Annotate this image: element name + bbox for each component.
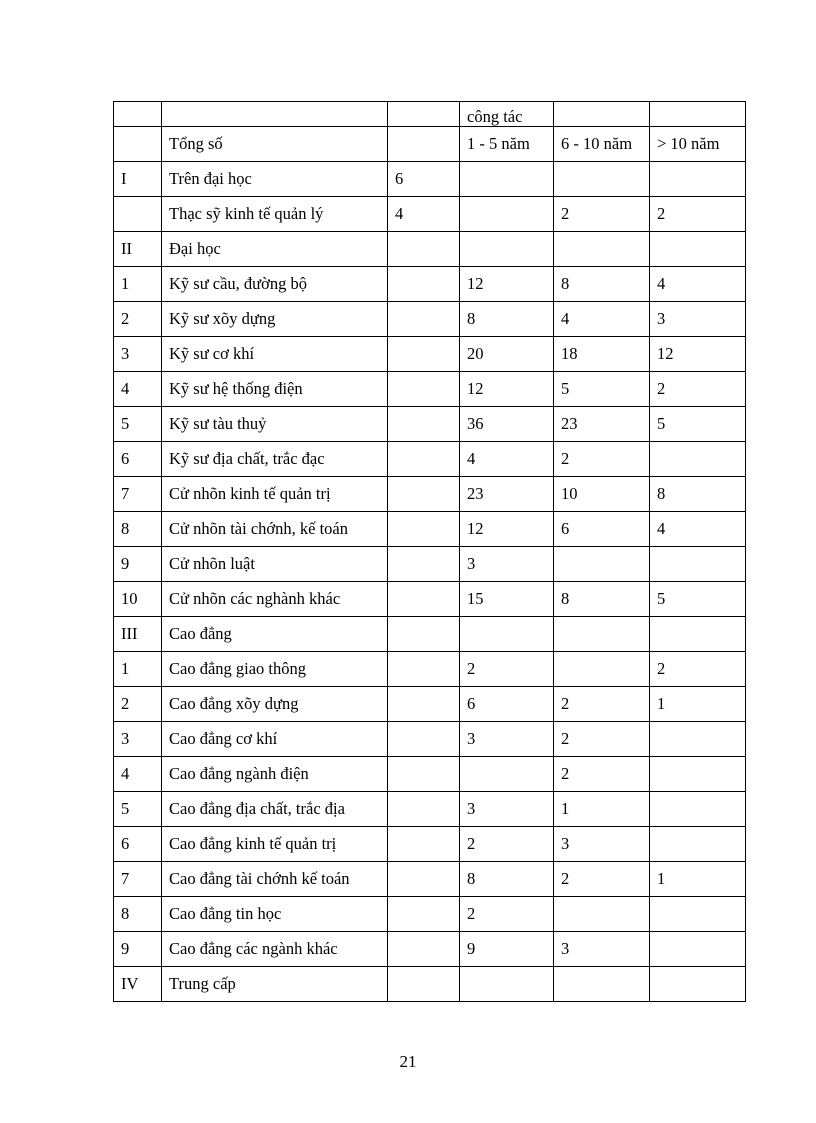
years-over-10-cell <box>650 932 746 967</box>
index-cell: 8 <box>114 512 162 547</box>
years-6-10-cell: 1 <box>554 792 650 827</box>
years-1-5-cell <box>460 197 554 232</box>
category-cell: Cử nhõn kinh tế quản trị <box>162 477 388 512</box>
index-cell: III <box>114 617 162 652</box>
years-over-10-cell <box>650 442 746 477</box>
category-cell: Cao đẳng kinh tế quản trị <box>162 827 388 862</box>
total-cell <box>388 512 460 547</box>
index-cell: 1 <box>114 267 162 302</box>
table-row <box>114 372 746 407</box>
years-over-10-cell <box>650 897 746 932</box>
table-row <box>114 827 746 862</box>
years-6-10-cell: 6 - 10 năm <box>554 127 650 162</box>
years-1-5-cell: 2 <box>460 827 554 862</box>
total-cell <box>388 102 460 127</box>
total-cell <box>388 337 460 372</box>
table-row <box>114 617 746 652</box>
total-cell <box>388 897 460 932</box>
years-1-5-cell: 8 <box>460 862 554 897</box>
index-cell: 6 <box>114 827 162 862</box>
total-cell <box>388 547 460 582</box>
years-over-10-cell: 4 <box>650 512 746 547</box>
category-cell: Cao đẳng ngành điện <box>162 757 388 792</box>
years-6-10-cell: 8 <box>554 582 650 617</box>
index-cell: 4 <box>114 372 162 407</box>
index-cell: II <box>114 232 162 267</box>
total-cell: 6 <box>388 162 460 197</box>
table-row <box>114 302 746 337</box>
years-1-5-cell: 3 <box>460 792 554 827</box>
category-cell: Thạc sỹ kinh tế quản lý <box>162 197 388 232</box>
years-6-10-cell: 2 <box>554 687 650 722</box>
total-cell <box>388 372 460 407</box>
years-1-5-cell: 12 <box>460 267 554 302</box>
total-cell <box>388 792 460 827</box>
years-1-5-cell <box>460 232 554 267</box>
table-row <box>114 792 746 827</box>
total-cell <box>388 127 460 162</box>
total-cell: 4 <box>388 197 460 232</box>
total-cell <box>388 862 460 897</box>
years-over-10-cell <box>650 232 746 267</box>
table-row <box>114 652 746 687</box>
table-header-row <box>114 127 746 162</box>
index-cell: 2 <box>114 687 162 722</box>
page-number: 21 <box>399 1052 417 1071</box>
years-1-5-cell <box>460 162 554 197</box>
category-cell: Trung cấp <box>162 967 388 1002</box>
years-6-10-cell <box>554 617 650 652</box>
years-over-10-cell: 2 <box>650 372 746 407</box>
years-6-10-cell: 3 <box>554 827 650 862</box>
years-1-5-cell <box>460 617 554 652</box>
years-1-5-cell: 4 <box>460 442 554 477</box>
total-cell <box>388 687 460 722</box>
years-1-5-cell: 3 <box>460 547 554 582</box>
table-row <box>114 232 746 267</box>
index-cell <box>114 102 162 127</box>
table-row <box>114 547 746 582</box>
index-cell: IV <box>114 967 162 1002</box>
years-6-10-cell <box>554 102 650 127</box>
table-row <box>114 162 746 197</box>
total-cell <box>388 652 460 687</box>
table-row <box>114 337 746 372</box>
years-1-5-cell: 15 <box>460 582 554 617</box>
index-cell: 4 <box>114 757 162 792</box>
years-6-10-cell <box>554 162 650 197</box>
total-cell <box>388 967 460 1002</box>
category-cell: Cao đẳng tài chớnh kế toán <box>162 862 388 897</box>
total-cell <box>388 232 460 267</box>
category-cell: Cử nhõn luật <box>162 547 388 582</box>
years-over-10-cell: 3 <box>650 302 746 337</box>
category-cell: Kỹ sư cầu, đường bộ <box>162 267 388 302</box>
index-cell <box>114 127 162 162</box>
table-row <box>114 512 746 547</box>
table-top-row <box>114 102 746 127</box>
table-row <box>114 687 746 722</box>
years-over-10-cell <box>650 827 746 862</box>
category-cell: Trên đại học <box>162 162 388 197</box>
table-row <box>114 442 746 477</box>
years-over-10-cell <box>650 722 746 757</box>
table-row <box>114 477 746 512</box>
table-row <box>114 932 746 967</box>
years-over-10-cell: > 10 năm <box>650 127 746 162</box>
years-over-10-cell: 2 <box>650 197 746 232</box>
table-row <box>114 582 746 617</box>
table-row <box>114 197 746 232</box>
years-over-10-cell: 12 <box>650 337 746 372</box>
total-cell <box>388 302 460 337</box>
total-cell <box>388 582 460 617</box>
years-6-10-cell: 4 <box>554 302 650 337</box>
years-6-10-cell: 2 <box>554 722 650 757</box>
total-cell <box>388 477 460 512</box>
total-cell <box>388 932 460 967</box>
total-cell <box>388 442 460 477</box>
years-6-10-cell <box>554 652 650 687</box>
years-6-10-cell: 5 <box>554 372 650 407</box>
years-6-10-cell: 2 <box>554 442 650 477</box>
table-row <box>114 967 746 1002</box>
years-6-10-cell: 23 <box>554 407 650 442</box>
table-row <box>114 757 746 792</box>
index-cell: 3 <box>114 722 162 757</box>
category-cell: Kỹ sư hệ thống điện <box>162 372 388 407</box>
years-6-10-cell <box>554 547 650 582</box>
staff-qualification-table <box>113 101 746 1002</box>
years-1-5-cell: 2 <box>460 652 554 687</box>
index-cell: 3 <box>114 337 162 372</box>
years-1-5-cell: 12 <box>460 512 554 547</box>
years-6-10-cell: 10 <box>554 477 650 512</box>
total-cell <box>388 617 460 652</box>
table-row <box>114 862 746 897</box>
years-1-5-cell: 6 <box>460 687 554 722</box>
years-1-5-cell: 9 <box>460 932 554 967</box>
total-cell <box>388 267 460 302</box>
years-over-10-cell: 2 <box>650 652 746 687</box>
table-row <box>114 722 746 757</box>
category-cell <box>162 102 388 127</box>
category-cell: Cao đẳng các ngành khác <box>162 932 388 967</box>
category-cell: Kỹ sư cơ khí <box>162 337 388 372</box>
index-cell: 9 <box>114 547 162 582</box>
years-over-10-cell <box>650 102 746 127</box>
years-6-10-cell: 2 <box>554 862 650 897</box>
years-1-5-cell: 23 <box>460 477 554 512</box>
category-cell: Tổng số <box>162 127 388 162</box>
years-over-10-cell: 4 <box>650 267 746 302</box>
total-cell <box>388 757 460 792</box>
category-cell: Cao đẳng xõy dựng <box>162 687 388 722</box>
category-cell: Cao đẳng cơ khí <box>162 722 388 757</box>
years-1-5-cell: 2 <box>460 897 554 932</box>
index-cell: I <box>114 162 162 197</box>
index-cell: 10 <box>114 582 162 617</box>
years-6-10-cell <box>554 232 650 267</box>
years-1-5-cell: 1 - 5 năm <box>460 127 554 162</box>
years-over-10-cell <box>650 162 746 197</box>
years-over-10-cell <box>650 547 746 582</box>
index-cell: 1 <box>114 652 162 687</box>
category-cell: Kỹ sư xõy dựng <box>162 302 388 337</box>
years-over-10-cell <box>650 617 746 652</box>
index-cell <box>114 197 162 232</box>
years-over-10-cell: 1 <box>650 687 746 722</box>
index-cell: 5 <box>114 407 162 442</box>
years-over-10-cell: 1 <box>650 862 746 897</box>
table-row <box>114 407 746 442</box>
years-6-10-cell: 6 <box>554 512 650 547</box>
category-cell: Cử nhõn các nghành khác <box>162 582 388 617</box>
table-row <box>114 897 746 932</box>
years-1-5-cell: 36 <box>460 407 554 442</box>
years-over-10-cell: 5 <box>650 582 746 617</box>
years-over-10-cell <box>650 757 746 792</box>
index-cell: 5 <box>114 792 162 827</box>
table-body <box>114 102 746 1002</box>
years-6-10-cell: 18 <box>554 337 650 372</box>
total-cell <box>388 827 460 862</box>
years-1-5-cell: 20 <box>460 337 554 372</box>
years-1-5-cell: 3 <box>460 722 554 757</box>
years-6-10-cell <box>554 967 650 1002</box>
years-6-10-cell: 8 <box>554 267 650 302</box>
category-cell: Cao đẳng <box>162 617 388 652</box>
category-cell: Cử nhõn tài chớnh, kế toán <box>162 512 388 547</box>
category-cell: Kỹ sư tàu thuỷ <box>162 407 388 442</box>
index-cell: 7 <box>114 862 162 897</box>
category-cell: Cao đẳng tin học <box>162 897 388 932</box>
years-1-5-cell <box>460 967 554 1002</box>
total-cell <box>388 722 460 757</box>
category-cell: Cao đẳng giao thông <box>162 652 388 687</box>
table-row <box>114 267 746 302</box>
years-1-5-cell: công tác <box>460 102 554 127</box>
years-6-10-cell <box>554 897 650 932</box>
years-over-10-cell: 8 <box>650 477 746 512</box>
years-over-10-cell <box>650 792 746 827</box>
index-cell: 7 <box>114 477 162 512</box>
index-cell: 8 <box>114 897 162 932</box>
years-1-5-cell <box>460 757 554 792</box>
years-6-10-cell: 3 <box>554 932 650 967</box>
index-cell: 6 <box>114 442 162 477</box>
total-cell <box>388 407 460 442</box>
years-1-5-cell: 8 <box>460 302 554 337</box>
index-cell: 9 <box>114 932 162 967</box>
years-over-10-cell <box>650 967 746 1002</box>
years-6-10-cell: 2 <box>554 197 650 232</box>
category-cell: Đại học <box>162 232 388 267</box>
category-cell: Cao đẳng địa chất, trắc địa <box>162 792 388 827</box>
years-over-10-cell: 5 <box>650 407 746 442</box>
index-cell: 2 <box>114 302 162 337</box>
years-6-10-cell: 2 <box>554 757 650 792</box>
years-1-5-cell: 12 <box>460 372 554 407</box>
category-cell: Kỹ sư địa chất, trắc đạc <box>162 442 388 477</box>
